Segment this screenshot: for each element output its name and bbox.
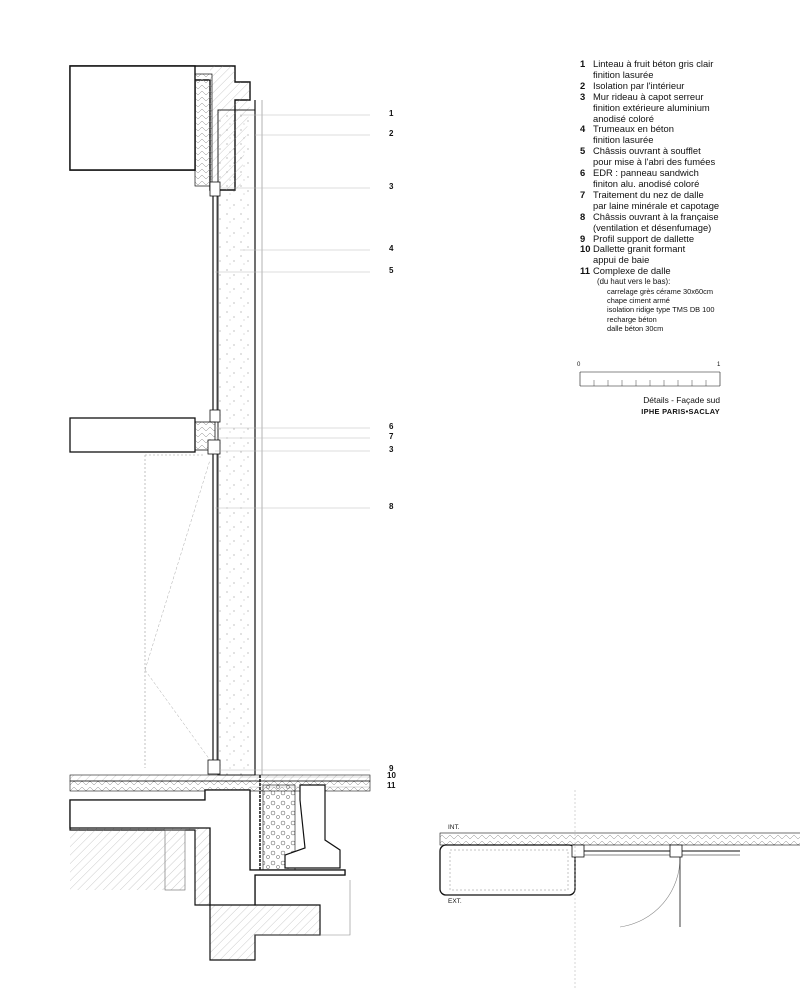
scale-bar	[580, 372, 720, 386]
scale-end-label: 1	[717, 362, 721, 368]
legend-item-7	[580, 190, 795, 212]
concrete-pier	[218, 110, 255, 775]
callout-1: 1	[389, 109, 394, 118]
legend-text: Trumeaux en béton	[593, 123, 674, 135]
callout-7: 7	[389, 432, 394, 441]
callout-11: 11	[387, 781, 396, 790]
legend-text: finiton alu. anodisé coloré	[593, 177, 700, 189]
callout-8: 8	[389, 502, 394, 511]
legend-subtext: (du haut vers le bas):	[597, 277, 671, 287]
legend-text: Traitement du nez de dalle	[593, 188, 704, 200]
legend-text: Mur rideau à capot serreur	[593, 90, 704, 102]
legend-number: 1	[580, 58, 586, 69]
legend-number: 10	[580, 243, 591, 255]
callout-4: 4	[389, 244, 394, 253]
legend-item-11	[580, 266, 795, 333]
legend-text: Isolation par l'intérieur	[593, 79, 685, 91]
callout-3-lower: 3	[389, 445, 394, 454]
legend-number: 3	[580, 90, 586, 102]
callout-6: 6	[389, 422, 394, 431]
intermediate-slab	[70, 418, 220, 454]
legend-text: anodisé coloré	[593, 112, 654, 124]
legend-number: 7	[580, 188, 586, 200]
interior-label: INT.	[448, 824, 460, 831]
callout-9: 9	[389, 764, 394, 773]
legend-item-3	[580, 92, 795, 125]
legend-text: finition lasurée	[593, 134, 654, 146]
legend-text: appui de baie	[593, 254, 650, 266]
legend-text: Complexe de dalle	[593, 265, 671, 277]
legend-subtext: chape ciment armé	[607, 295, 670, 305]
plan-detail	[440, 790, 800, 990]
exterior-label: EXT.	[448, 898, 462, 905]
legend-subtext: recharge béton	[607, 314, 657, 324]
legend-number: 4	[580, 123, 586, 135]
legend-item-1	[580, 59, 795, 81]
legend-item-4	[580, 124, 795, 146]
legend-subtext: carrelage grès cérame 30x60cm	[607, 286, 713, 296]
legend-text: EDR : panneau sandwich	[593, 167, 699, 179]
legend-subtext: isolation ridige type TMS DB 100	[607, 305, 715, 315]
legend-text: Profil support de dallette	[593, 232, 695, 244]
legend-item-5	[580, 146, 795, 168]
legend-sublist	[593, 277, 795, 333]
organization-name: IPHE PARIS•SACLAY	[641, 407, 720, 416]
legend-item-6	[580, 168, 795, 190]
legend-text: Châssis ouvrant à la française	[593, 210, 719, 222]
legend-text: par laine minérale et capotage	[593, 199, 720, 211]
legend-item-10	[580, 244, 795, 266]
legend-number: 11	[580, 265, 590, 277]
legend-text: finition lasurée	[593, 68, 654, 80]
lower-window	[145, 454, 220, 774]
legend-text: Châssis ouvrant à soufflet	[593, 145, 701, 157]
legend-text: Linteau à fruit béton gris clair	[593, 58, 714, 69]
scale-start-label: 0	[577, 362, 581, 368]
legend-subtext: dalle béton 30cm	[607, 324, 664, 334]
legend-number: 8	[580, 210, 586, 222]
legend-text: (ventilation et désenfumage)	[593, 221, 712, 233]
legend-number: 6	[580, 167, 586, 179]
legend-number: 9	[580, 232, 586, 244]
legend-text: pour mise à l'abri des fumées	[593, 156, 716, 168]
legend-text: Dallette granit formant	[593, 243, 686, 255]
floor-slab	[70, 775, 370, 960]
legend-text: finition extérieure aluminium	[593, 101, 710, 113]
legend	[580, 59, 795, 334]
callout-10: 10	[387, 771, 396, 780]
drawing-caption: Détails - Façade sud	[643, 395, 720, 405]
callout-2: 2	[389, 129, 394, 138]
legend-item-8	[580, 212, 795, 234]
legend-number: 2	[580, 79, 586, 91]
legend-number: 5	[580, 145, 586, 157]
callout-5: 5	[389, 266, 394, 275]
callout-3-upper: 3	[389, 182, 394, 191]
